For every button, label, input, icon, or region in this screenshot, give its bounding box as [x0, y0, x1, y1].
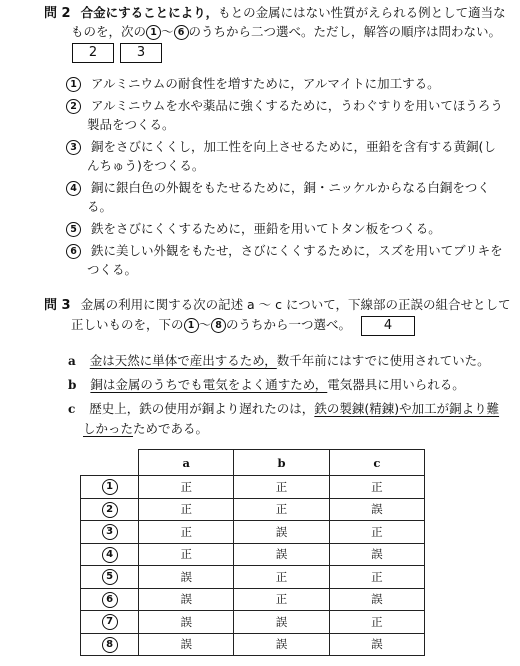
option-text: 銅に銀白色の外観をもたせるために，銅・ニッケルからなる白銅をつく	[90, 180, 490, 195]
q2-option	[66, 74, 516, 93]
q3-range-start: 1	[184, 318, 199, 333]
table-cell: 正	[234, 566, 329, 589]
table-cell: 誤	[139, 588, 234, 611]
statement-a	[68, 351, 518, 371]
q2-line1	[44, 3, 514, 23]
option-text: 銅をさびにくくし，加工性を向上させるために，亜鉛を含有する黄銅(し	[90, 139, 496, 154]
table-cell: 正	[234, 476, 329, 499]
row-number: 1	[102, 479, 118, 495]
option-number: 5	[66, 222, 81, 237]
option-text-cont: る。	[87, 199, 113, 214]
q3-statements	[68, 351, 518, 438]
q3-line2	[71, 315, 516, 336]
option-text: アルミニウムの耐食性を増すために，アルマイトに加工する。	[90, 76, 440, 91]
table-cell: 正	[329, 566, 424, 589]
q2-number: 問 2	[44, 6, 71, 21]
option-text-cont: 製品をつくる。	[87, 117, 175, 132]
row-number-cell	[81, 543, 139, 566]
q2-options	[66, 74, 516, 279]
statement-rest: ためである。	[133, 421, 209, 436]
q2-option	[66, 219, 516, 238]
option-number: 2	[66, 99, 81, 114]
q2-line1-rest: もとの金属にはない性質がえられる例として適当な	[218, 5, 506, 20]
table-cell: 正	[139, 476, 234, 499]
table-cell: 誤	[329, 543, 424, 566]
q2-line2-b: のうちから二つ選べ。ただし，解答の順序は問わない。	[188, 24, 502, 39]
q2-option	[66, 241, 516, 279]
q2-range-end: 6	[174, 25, 189, 40]
option-number: 6	[66, 244, 81, 259]
row-number: 3	[102, 524, 118, 540]
row-number: 8	[102, 637, 118, 653]
table-cell: 正	[329, 611, 424, 634]
statement-c	[68, 399, 518, 438]
q2-option	[66, 137, 516, 175]
table-row	[81, 521, 425, 544]
statement-underlined: 銅は金属のうちでも電気をよく通すため，	[90, 377, 328, 392]
table-cell: 誤	[139, 566, 234, 589]
option-text-cont: つくる。	[87, 262, 138, 277]
statement-label: c	[68, 402, 76, 416]
row-number: 4	[102, 547, 118, 563]
answer-box: 3	[120, 43, 162, 63]
option-text: アルミニウムを水や薬品に強くするために，うわぐすりを用いてほうろう	[90, 98, 503, 113]
option-number: 4	[66, 181, 81, 196]
table-cell: 誤	[329, 588, 424, 611]
q2-line2-a: ものを，次の	[71, 24, 147, 39]
table-cell: 誤	[329, 498, 424, 521]
table-row	[81, 476, 425, 499]
row-number: 6	[102, 592, 118, 608]
table-corner	[81, 450, 139, 476]
table-cell: 誤	[234, 611, 329, 634]
q2-answer-boxes	[72, 41, 162, 63]
row-number-cell	[81, 611, 139, 634]
table-cell: 誤	[139, 611, 234, 634]
q2-option	[66, 178, 516, 216]
statement-underlined: 鉄の製錬(精錬)や加工が銅より難	[314, 401, 500, 416]
answer-box: 2	[72, 43, 114, 63]
statement-plain: 歴史上，鉄の使用が銅より遅れたのは，	[89, 401, 315, 416]
q2-lead-bold: 合金にすることにより，	[80, 5, 219, 20]
q2-line2	[71, 22, 516, 41]
table-header: c	[329, 450, 424, 476]
row-number-cell	[81, 566, 139, 589]
q3-line1-text: 金属の利用に関する次の記述 a 〜 c について，下線部の正誤の組合せとして	[80, 297, 511, 312]
q3-number: 問 3	[44, 298, 71, 313]
table-cell: 誤	[139, 633, 234, 656]
row-number-cell	[81, 521, 139, 544]
table-cell: 誤	[234, 633, 329, 656]
statement-label: b	[68, 378, 77, 392]
option-number: 3	[66, 140, 81, 155]
statement-b	[68, 375, 518, 395]
statement-underlined: しかった	[83, 421, 134, 436]
table-row	[81, 566, 425, 589]
q2-option	[66, 96, 516, 134]
table-cell: 誤	[234, 521, 329, 544]
table-header: a	[139, 450, 234, 476]
q3-line1	[44, 295, 514, 315]
q2-range-start: 1	[146, 25, 161, 40]
q3-line2-a: 正しいものを，下の	[71, 317, 184, 332]
table-cell: 正	[139, 543, 234, 566]
statement-rest: 電気器具に用いられる。	[327, 377, 465, 392]
option-text: 鉄に美しい外観をもたせ，さびにくくするために，スズを用いてブリキを	[90, 243, 503, 258]
table-row	[81, 611, 425, 634]
row-number-cell	[81, 498, 139, 521]
table-cell: 誤	[329, 633, 424, 656]
q2-range-sep: 〜	[161, 24, 174, 39]
row-number: 5	[102, 569, 118, 585]
row-number-cell	[81, 588, 139, 611]
q3-range-end: 8	[211, 318, 226, 333]
option-number: 1	[66, 77, 81, 92]
statement-underlined: 金は天然に単体で産出するため，	[89, 353, 277, 368]
table-header-row	[81, 450, 425, 476]
table-cell: 正	[139, 521, 234, 544]
q3-range-sep: 〜	[198, 317, 212, 332]
q3-line2-b: のうちから一つ選べ。	[226, 317, 352, 332]
option-text: 鉄をさびにくくするために，亜鉛を用いてトタン板をつくる。	[90, 221, 441, 236]
table-cell: 誤	[234, 543, 329, 566]
table-cell: 正	[234, 588, 329, 611]
row-number-cell	[81, 476, 139, 499]
row-number: 2	[102, 502, 118, 518]
table-header: b	[234, 450, 329, 476]
table-row	[81, 543, 425, 566]
table-cell: 正	[139, 498, 234, 521]
table-cell: 正	[234, 498, 329, 521]
answer-table	[80, 449, 425, 656]
table-row	[81, 633, 425, 656]
table-row	[81, 588, 425, 611]
table-cell: 正	[329, 521, 424, 544]
row-number-cell	[81, 633, 139, 656]
table-cell: 正	[329, 476, 424, 499]
row-number: 7	[102, 614, 118, 630]
statement-label: a	[68, 354, 76, 368]
statement-rest: 数千年前にはすでに使用されていた。	[276, 353, 490, 368]
option-text-cont: んちゅう)をつくる。	[87, 158, 205, 173]
q3-answer-box: 4	[361, 316, 415, 336]
table-row	[81, 498, 425, 521]
